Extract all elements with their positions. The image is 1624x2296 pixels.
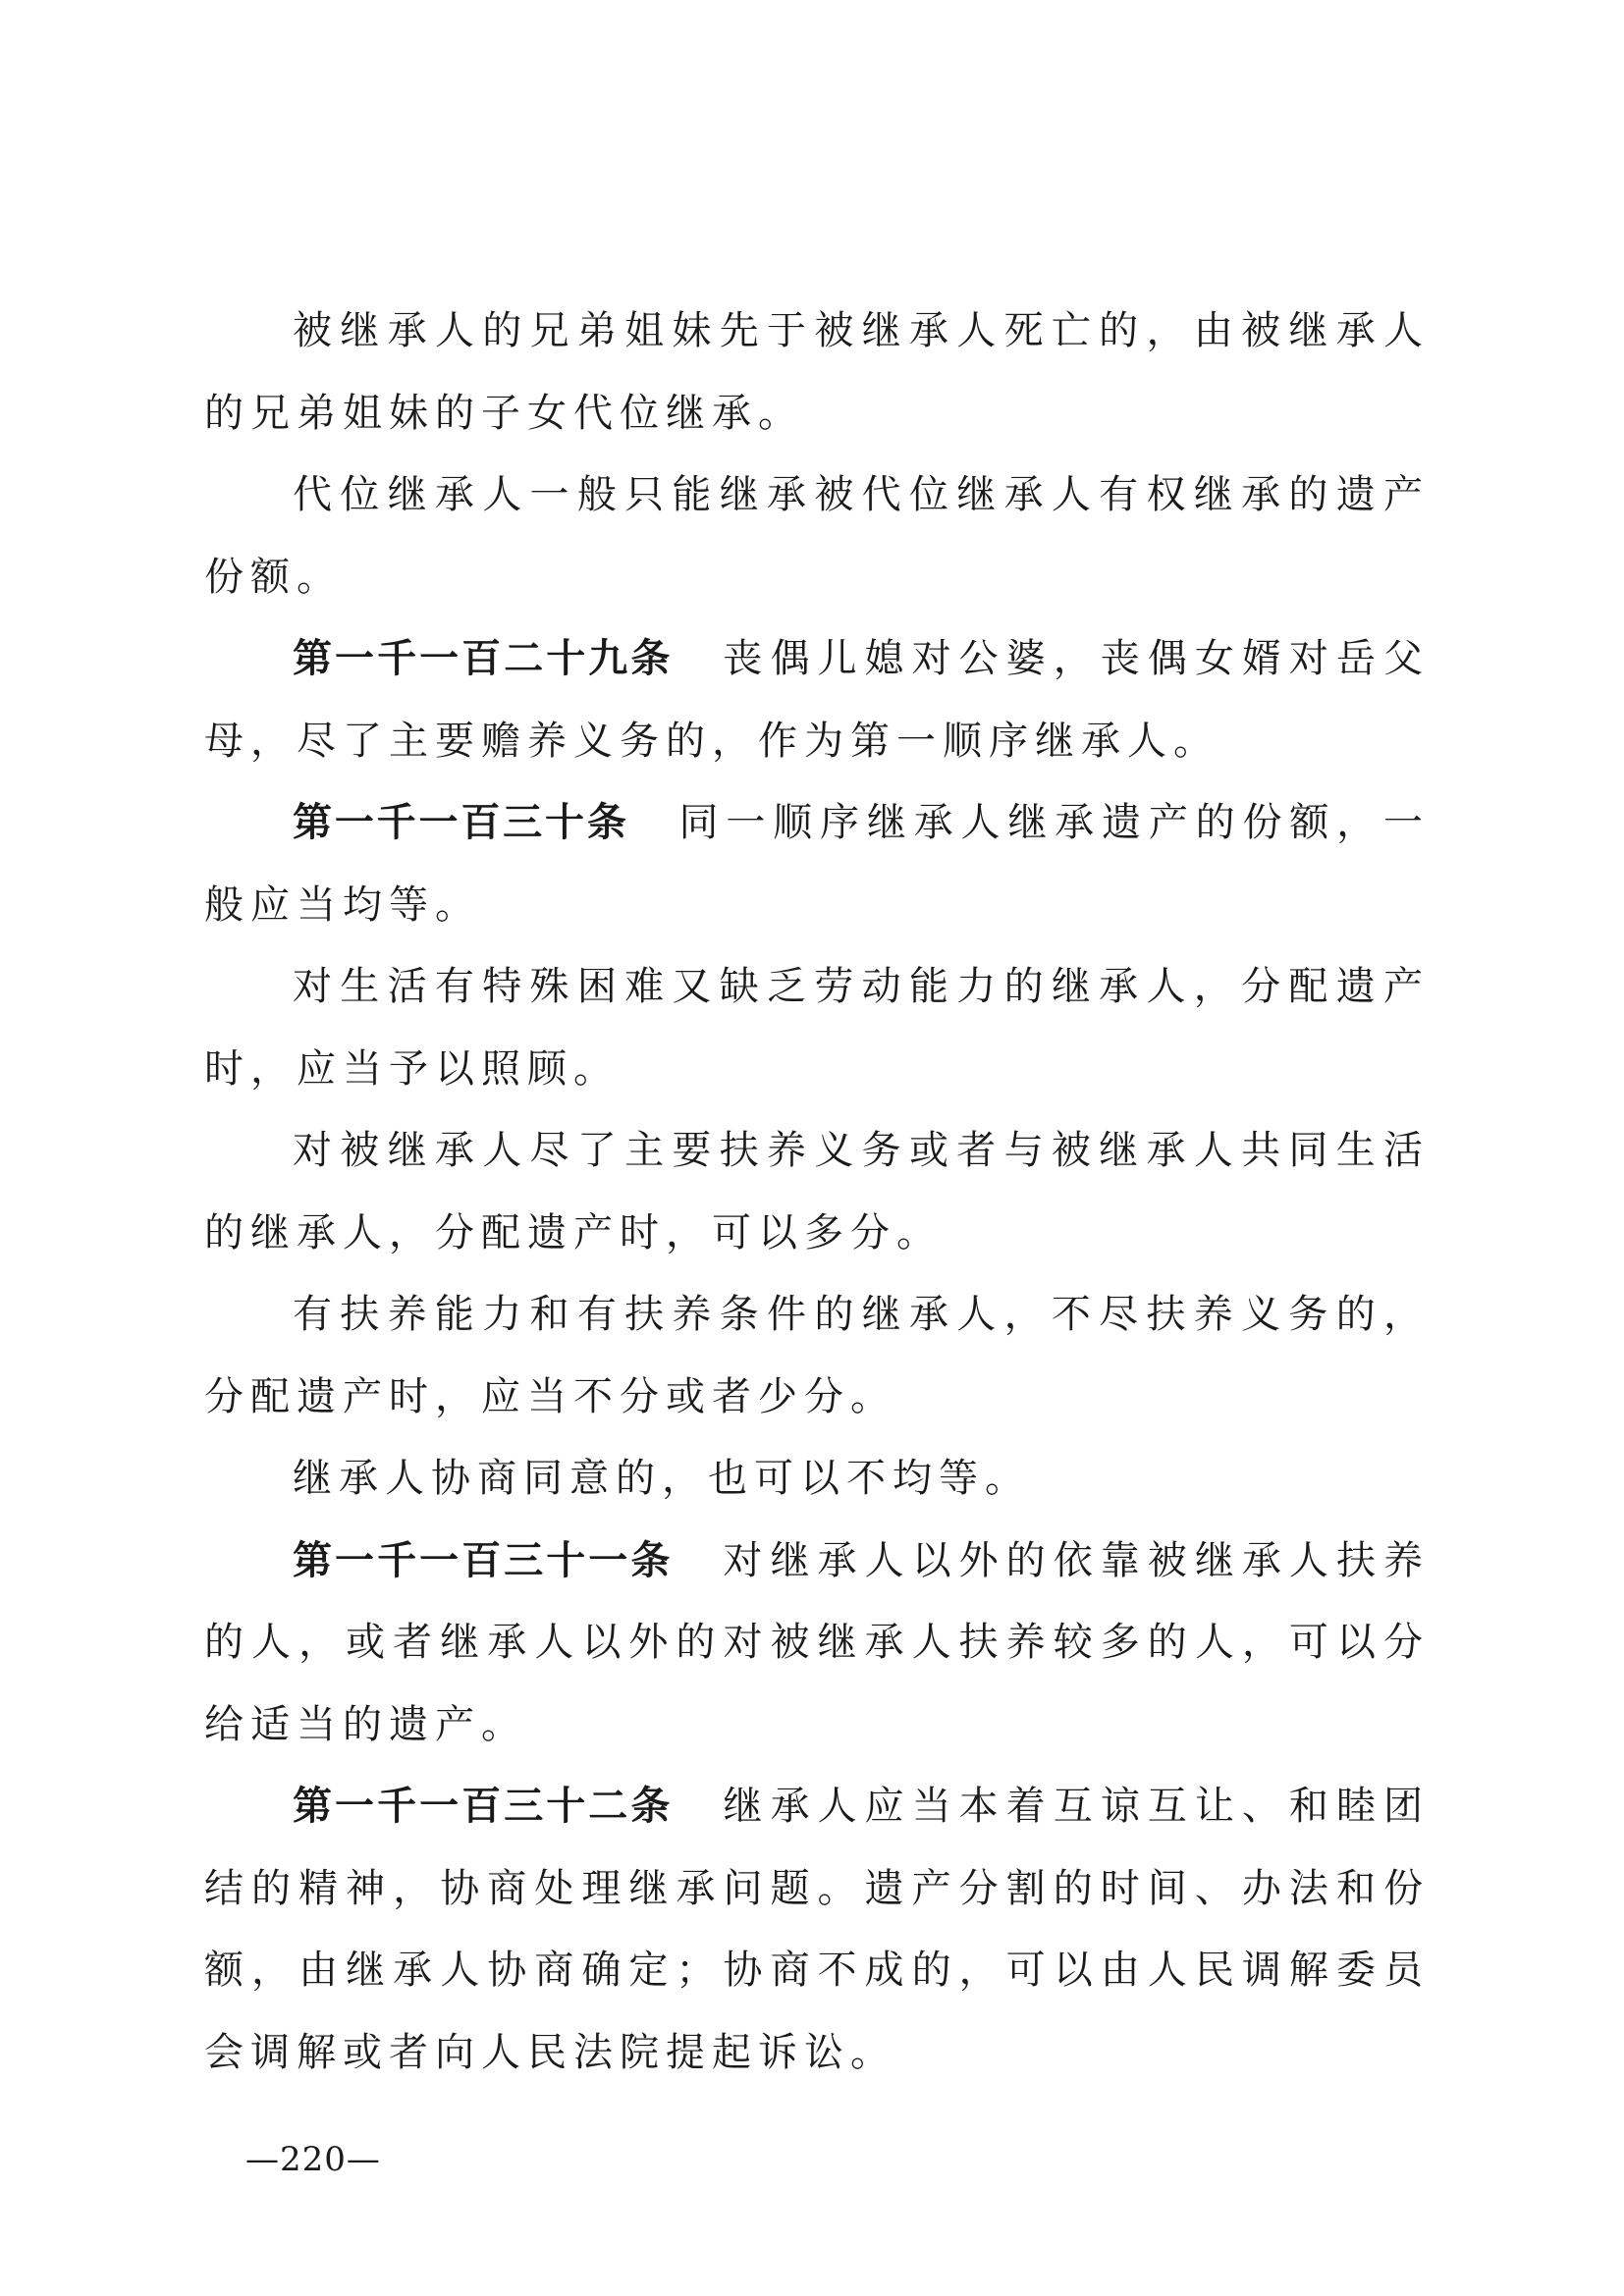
- paragraph-6: [204, 1110, 1430, 1274]
- article-1131: [204, 1521, 1430, 1767]
- article-1132: [204, 1766, 1430, 2094]
- article-title: 第一千一百三十条: [293, 800, 629, 845]
- paragraph-2: [204, 454, 1430, 618]
- paragraph-text: 同一顺序继承人继承遗产的份额，一般应当均等。: [204, 800, 1431, 928]
- article-1129: [204, 618, 1430, 782]
- paragraph-text: 继承人协商同意的，也可以不均等。: [293, 1456, 1031, 1501]
- paragraph-5: [204, 946, 1430, 1110]
- article-title: 第一千一百三十一条: [293, 1537, 674, 1583]
- paragraph-text: 代位继承人一般只能继承被代位继承人有权继承的遗产份额。: [204, 472, 1430, 600]
- paragraph-text: 有扶养能力和有扶养条件的继承人，不尽扶养义务的，分配遗产时，应当不分或者少分。: [204, 1292, 1430, 1419]
- paragraph-text: 丧偶儿媳对公婆，丧偶女婿对岳父母，尽了主要赡养义务的，作为第一顺序继承人。: [204, 636, 1430, 764]
- article-1130: [204, 782, 1430, 946]
- document-body: [204, 291, 1430, 2094]
- page-number: —220—: [245, 2140, 381, 2179]
- paragraph-text: 被继承人的兄弟姐妹先于被继承人死亡的，由被继承人的兄弟姐妹的子女代位继承。: [204, 308, 1430, 436]
- article-title: 第一千一百二十九条: [293, 636, 674, 681]
- paragraph-7: [204, 1274, 1430, 1438]
- paragraph-8: [204, 1438, 1430, 1521]
- paragraph-text: 对生活有特殊困难又缺乏劳动能力的继承人，分配遗产时，应当予以照顾。: [204, 964, 1430, 1092]
- paragraph-text: 对继承人以外的依靠被继承人扶养的人，或者继承人以外的对被继承人扶养较多的人，可以分给适当的遗产。: [204, 1537, 1430, 1747]
- paragraph-1: [204, 291, 1430, 454]
- article-title: 第一千一百三十二条: [293, 1784, 674, 1829]
- paragraph-text: 对被继承人尽了主要扶养义务或者与被继承人共同生活的继承人，分配遗产时，可以多分。: [204, 1128, 1430, 1255]
- paragraph-text: 继承人应当本着互谅互让、和睦团结的精神，协商处理继承问题。遗产分割的时间、办法和份额，由继承人协商确定；协商不成的，可以由人民调解委员会调解或者向人民法院提起诉讼。: [204, 1784, 1430, 2075]
